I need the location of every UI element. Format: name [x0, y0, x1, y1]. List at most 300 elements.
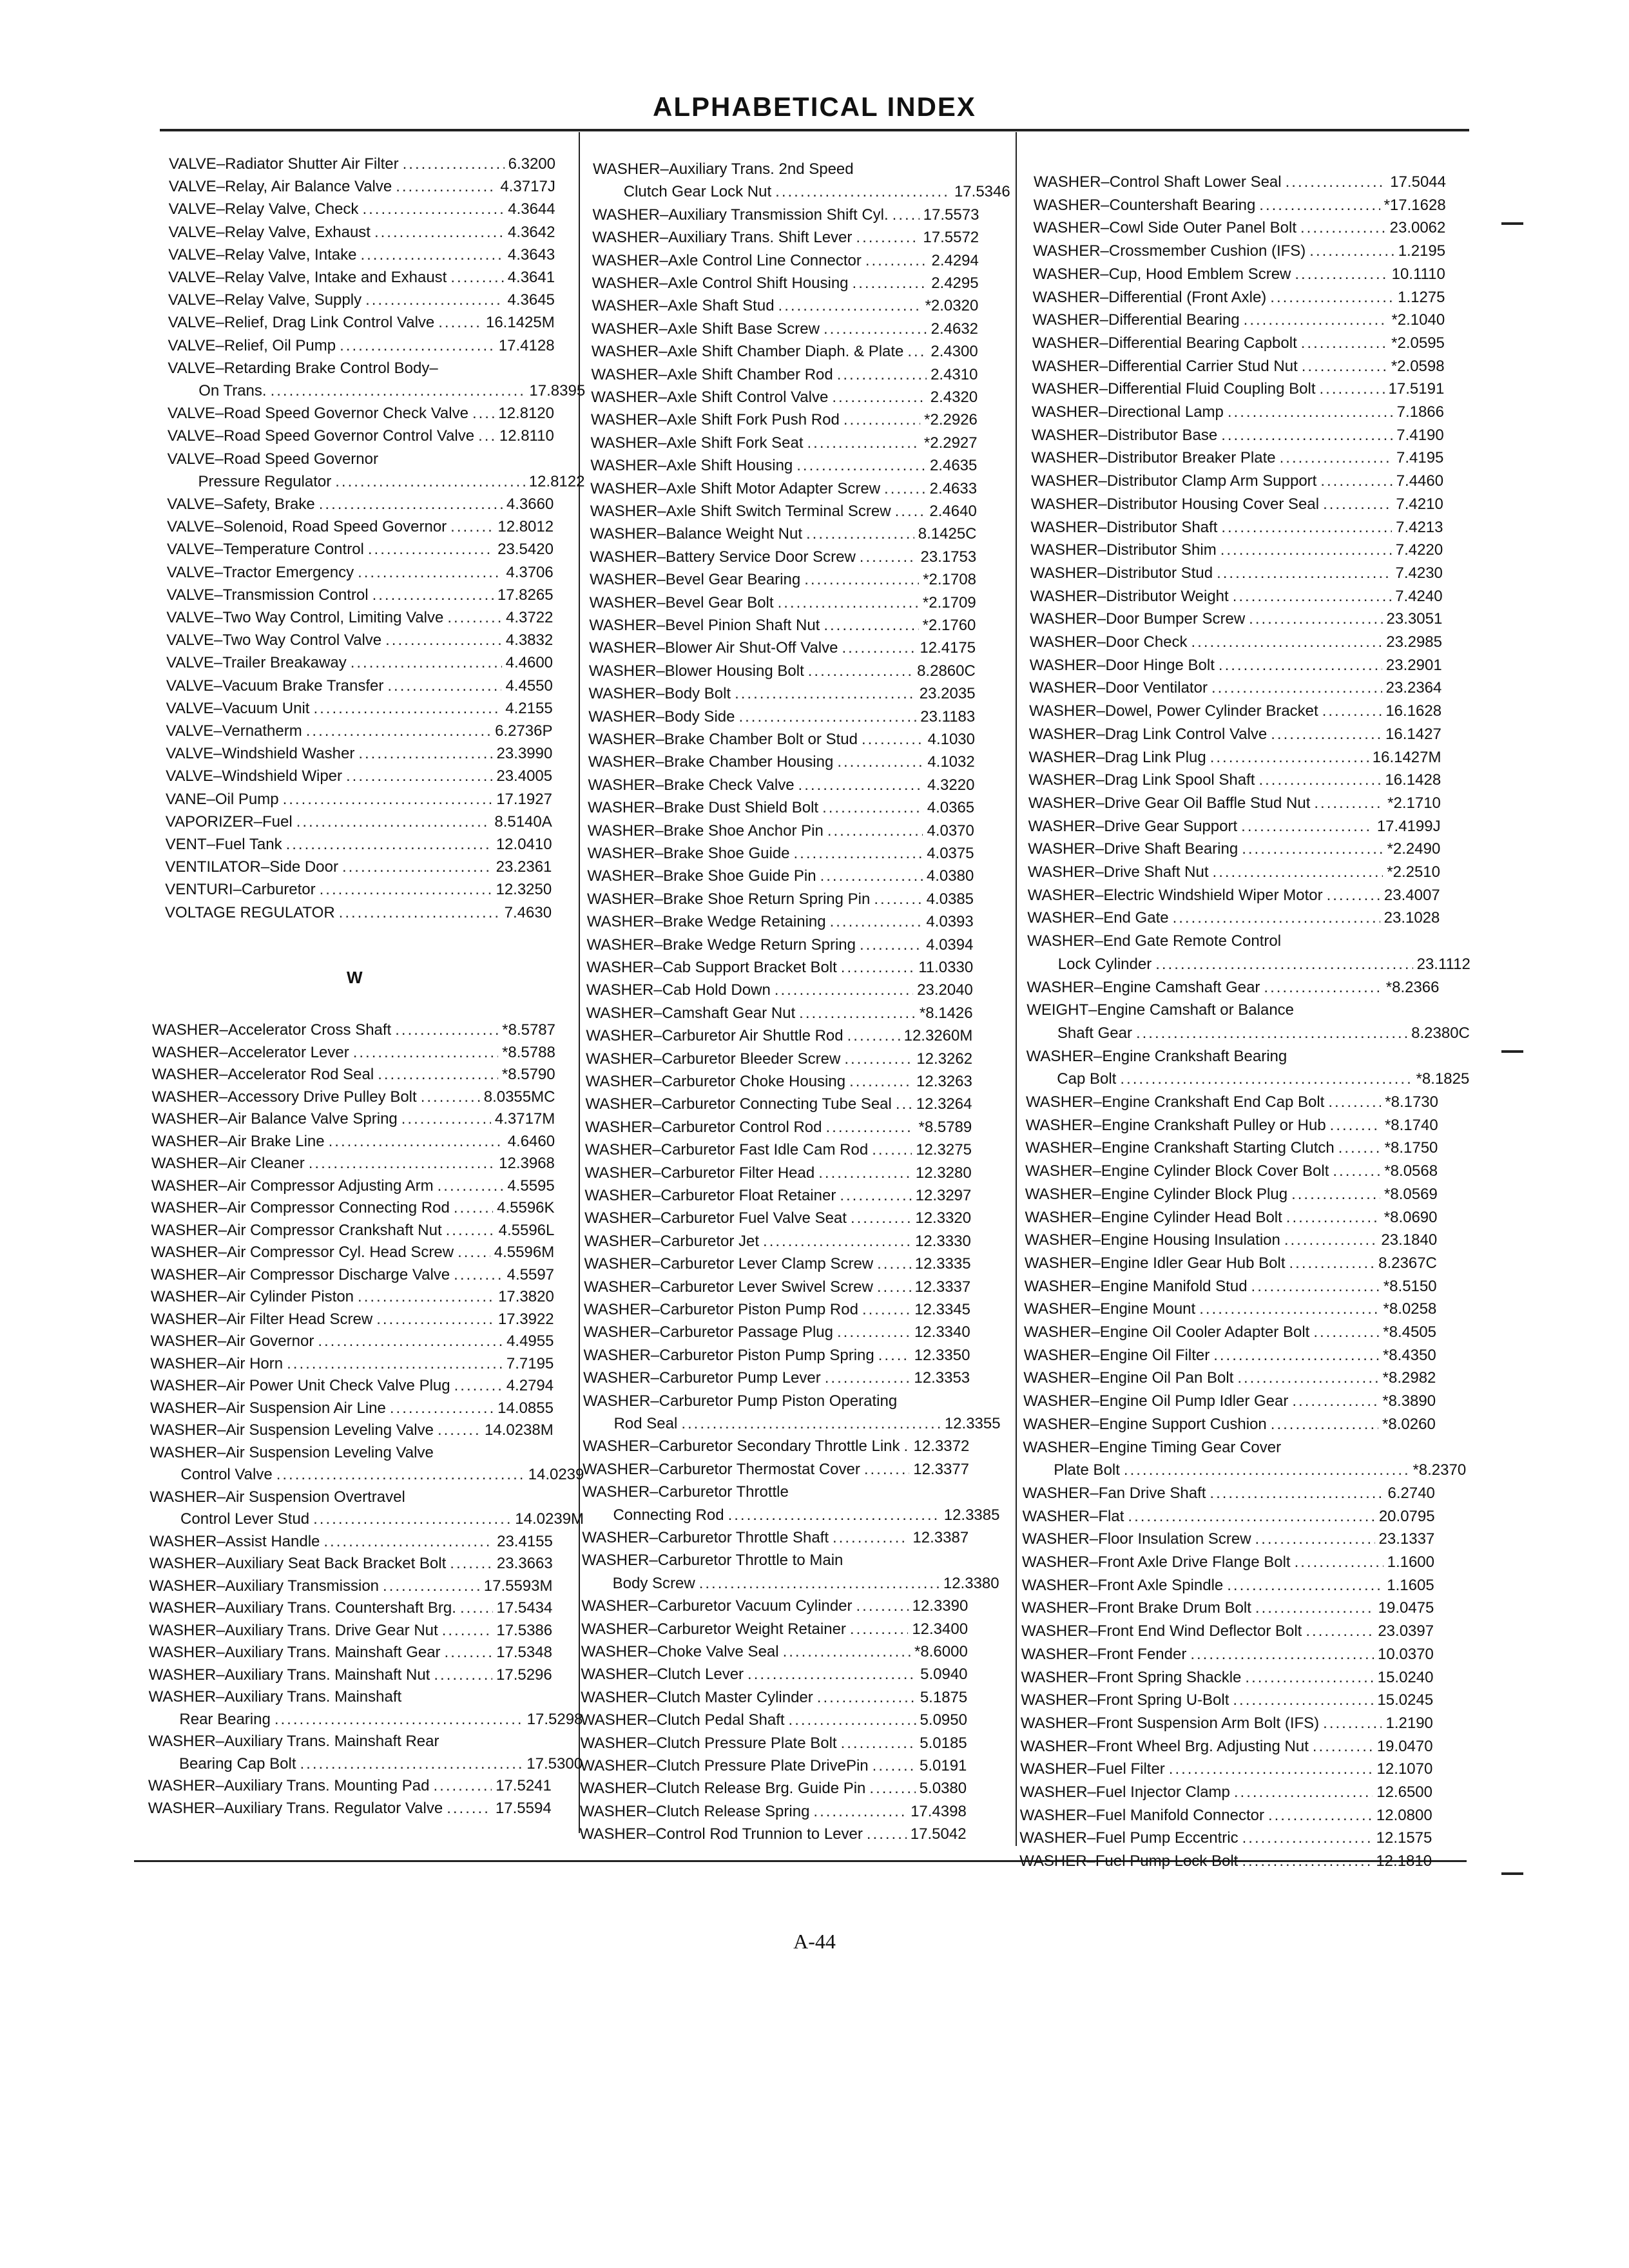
- index-entry: [1025, 1208, 1438, 1227]
- entry-reference-number: 1.1275: [1398, 288, 1445, 306]
- leader-dots: [1284, 1231, 1378, 1250]
- index-entry: [149, 1488, 553, 1507]
- entry-name: WASHER–Choke Valve Seal: [581, 1643, 779, 1660]
- leader-dots: [1320, 380, 1385, 399]
- entry-name: WASHER–Directional Lamp: [1032, 403, 1224, 421]
- entry-reference-number: 12.3262: [916, 1050, 973, 1068]
- leader-dots: [818, 1164, 912, 1183]
- index-entry: [584, 1323, 970, 1342]
- entry-reference-number: 4.4955: [506, 1332, 554, 1350]
- index-entry: [168, 223, 555, 242]
- index-entry: [1021, 1714, 1433, 1733]
- index-entry: [582, 1551, 969, 1570]
- entry-reference-number: 7.4630: [504, 903, 552, 921]
- index-entry: [1030, 610, 1442, 629]
- index-entry: [1028, 794, 1441, 813]
- leader-dots: [1295, 265, 1387, 284]
- entry-reference-number: 12.3297: [915, 1187, 972, 1204]
- index-entry: [581, 1620, 968, 1639]
- entry-name: WASHER–Engine Oil Pan Bolt: [1023, 1369, 1234, 1387]
- entry-name: VENT–Fuel Tank: [165, 836, 282, 853]
- leader-dots: [864, 1460, 909, 1479]
- leader-dots: [867, 1825, 907, 1844]
- index-entry: [150, 1354, 554, 1374]
- entry-name: WASHER–Battery Service Door Screw: [590, 548, 856, 566]
- entry-reference-number: 2.4320: [930, 389, 978, 406]
- leader-dots: [789, 1711, 916, 1730]
- entry-reference-number: *8.2370: [1412, 1461, 1467, 1479]
- entry-name: WASHER–Auxiliary Seat Back Bracket Bolt: [149, 1555, 447, 1572]
- entry-reference-number: 17.3820: [498, 1288, 554, 1305]
- entry-reference-number: 4.4550: [505, 677, 553, 695]
- entry-reference-number: 4.5596K: [497, 1199, 555, 1216]
- entry-name: WASHER–Air Compressor Cyl. Head Screw: [151, 1244, 454, 1261]
- entry-reference-number: 19.0470: [1376, 1737, 1433, 1755]
- index-entry: [167, 472, 584, 492]
- entry-name: WASHER–Front Spring U-Bolt: [1021, 1691, 1229, 1709]
- leader-dots: [804, 570, 919, 590]
- entry-reference-number: 7.4190: [1396, 426, 1444, 444]
- leader-dots: [783, 1642, 911, 1662]
- entry-reference-number: 4.3643: [507, 245, 555, 264]
- leader-dots: [874, 890, 922, 909]
- entry-reference-number: *8.1825: [1416, 1070, 1470, 1088]
- entry-name: WASHER–Blower Housing Bolt: [588, 662, 804, 680]
- entry-reference-number: 23.3990: [496, 745, 553, 763]
- index-entry: [586, 1050, 972, 1069]
- index-entry: [589, 639, 976, 658]
- entry-reference-number: 4.5596M: [494, 1244, 555, 1261]
- index-entry: [584, 1209, 971, 1228]
- leader-dots: [1169, 1760, 1373, 1779]
- index-entry: [149, 1510, 584, 1529]
- entry-reference-number: 17.5593M: [483, 1577, 553, 1595]
- entry-name: WASHER–Air Balance Valve Spring: [151, 1110, 398, 1128]
- entry-reference-number: 2.4632: [930, 320, 979, 338]
- entry-name: WASHER–Auxiliary Trans. 2nd Speed: [593, 160, 854, 178]
- entry-name: WASHER–Auxiliary Trans. Mounting Pad: [148, 1777, 430, 1794]
- index-entry: [589, 684, 976, 704]
- entry-reference-number: 10.1110: [1391, 265, 1445, 283]
- entry-reference-number: 12.0410: [496, 836, 552, 853]
- entry-reference-number: 12.0800: [1376, 1806, 1432, 1824]
- entry-name: VALVE–Windshield Washer: [166, 745, 355, 763]
- entry-name: WASHER–Engine Oil Pump Idler Gear: [1023, 1392, 1289, 1410]
- entry-reference-number: 4.3717J: [500, 178, 555, 196]
- leader-dots: [1280, 448, 1393, 468]
- index-entry: [583, 1414, 1001, 1434]
- index-entry: [169, 200, 555, 219]
- entry-reference-number: 5.0191: [919, 1757, 967, 1774]
- entry-name: WASHER–Carburetor Connecting Tube Seal: [585, 1095, 892, 1113]
- index-entry: [1023, 1392, 1436, 1411]
- entry-name: WASHER–Engine Manifold Stud: [1024, 1277, 1248, 1295]
- leader-dots: [1241, 817, 1373, 836]
- entry-reference-number: *17.1628: [1383, 196, 1446, 214]
- index-entry: [151, 1154, 555, 1173]
- entry-name: Bearing Cap Bolt: [179, 1754, 296, 1773]
- index-entry: [591, 365, 978, 385]
- entry-reference-number: 5.0940: [920, 1666, 968, 1684]
- leader-dots: [798, 776, 923, 795]
- leader-dots: [447, 1799, 492, 1818]
- entry-name: WASHER–Carburetor Filter Head: [584, 1164, 815, 1182]
- entry-name: Shaft Gear: [1057, 1024, 1132, 1042]
- entry-reference-number: 17.5042: [910, 1825, 967, 1843]
- entry-reference-number: 2.4635: [929, 457, 978, 475]
- index-entry: [584, 1254, 971, 1274]
- leader-dots: [825, 1118, 914, 1137]
- entry-name: WASHER–Axle Shift Chamber Rod: [591, 365, 833, 383]
- entry-name: WASHER–Carburetor Pump Piston Operating: [583, 1392, 898, 1410]
- index-entry: [592, 320, 978, 339]
- entry-reference-number: 12.3377: [913, 1460, 970, 1478]
- entry-name: WASHER–Accelerator Cross Shaft: [152, 1021, 392, 1039]
- entry-name: WASHER–Fuel Injector Clamp: [1020, 1783, 1230, 1801]
- index-entry: [148, 1710, 583, 1729]
- entry-name: VANE–Oil Pump: [165, 790, 279, 808]
- index-entry: [1022, 1553, 1434, 1572]
- leader-dots: [850, 1620, 908, 1639]
- index-entry: [1027, 932, 1440, 951]
- entry-reference-number: 8.1425C: [918, 525, 977, 543]
- entry-reference-number: 17.5191: [1388, 380, 1445, 398]
- leader-dots: [878, 1346, 911, 1365]
- index-entry: [1029, 725, 1441, 744]
- index-entry: [148, 1776, 552, 1796]
- index-entry: [584, 1186, 971, 1206]
- index-entry: [166, 699, 553, 718]
- entry-name: WASHER–Dowel, Power Cylinder Bracket: [1029, 702, 1318, 720]
- index-entry: [584, 1300, 970, 1320]
- entry-reference-number: 23.1840: [1381, 1231, 1438, 1249]
- leader-dots: [1306, 1622, 1374, 1641]
- entry-name: WASHER–Auxiliary Trans. Mainshaft Gear: [148, 1644, 441, 1661]
- leader-dots: [478, 427, 496, 446]
- leader-dots: [1323, 495, 1392, 514]
- leader-dots: [832, 388, 926, 407]
- leader-dots: [851, 1209, 911, 1228]
- index-entry: [149, 1532, 553, 1552]
- entry-name: WASHER–Air Filter Head Screw: [150, 1310, 373, 1328]
- leader-dots: [1328, 1093, 1381, 1112]
- entry-name: WASHER–Axle Shift Fork Seat: [590, 434, 804, 452]
- entry-name: Connecting Rod: [613, 1506, 724, 1524]
- entry-name: WASHER–Engine Crankshaft Starting Clutch: [1025, 1139, 1335, 1157]
- index-entry: [168, 245, 555, 265]
- entry-name: WASHER–Axle Shift Switch Terminal Screw: [590, 503, 891, 520]
- entry-reference-number: *8.5787: [502, 1021, 555, 1039]
- index-entry: [1026, 1116, 1438, 1135]
- entry-reference-number: 4.1032: [927, 753, 975, 771]
- index-entry: [167, 563, 554, 582]
- leader-dots: [824, 320, 927, 339]
- leader-dots: [323, 1532, 493, 1552]
- leader-dots: [840, 1186, 911, 1206]
- index-entry: [1032, 311, 1445, 330]
- index-entry: [1027, 955, 1470, 974]
- entry-name: WASHER–Blower Air Shut-Off Valve: [589, 639, 838, 657]
- column-divider-2: [1016, 132, 1017, 1846]
- index-entry: [168, 313, 555, 332]
- entry-name: WASHER–Door Check: [1030, 633, 1188, 651]
- entry-reference-number: 1.1605: [1387, 1576, 1434, 1594]
- leader-dots: [860, 936, 922, 955]
- index-entry: [590, 570, 976, 590]
- entry-reference-number: 5.1875: [920, 1688, 968, 1706]
- entry-name: Plate Bolt: [1054, 1461, 1120, 1479]
- entry-reference-number: 12.3387: [912, 1529, 969, 1546]
- entry-reference-number: 17.5572: [923, 229, 979, 247]
- entry-reference-number: 1.2190: [1385, 1714, 1433, 1732]
- index-entry: [166, 677, 553, 696]
- entry-reference-number: 23.3663: [496, 1555, 553, 1572]
- index-entry: [580, 1825, 967, 1844]
- entry-name: WASHER–Carburetor Thermostat Cover: [583, 1460, 860, 1478]
- entry-name: WASHER–Front Wheel Brg. Adjusting Nut: [1020, 1737, 1309, 1755]
- entry-reference-number: 14.0855: [497, 1399, 554, 1417]
- index-entry: [1025, 1139, 1438, 1158]
- leader-dots: [1271, 1415, 1378, 1434]
- index-entry: [588, 822, 974, 841]
- entry-reference-number: 7.4240: [1395, 587, 1443, 605]
- entry-name: WASHER–Distributor Stud: [1030, 564, 1213, 582]
- entry-name: WASHER–Air Compressor Discharge Valve: [151, 1265, 450, 1283]
- entry-name: WASHER–Distributor Shim: [1030, 541, 1217, 559]
- entry-name: VALVE–Relay Valve, Supply: [168, 291, 362, 309]
- index-entry: [151, 1310, 554, 1329]
- index-entry: [165, 880, 552, 899]
- entry-reference-number: 2.4294: [931, 251, 979, 269]
- entry-reference-number: 4.2794: [506, 1377, 554, 1394]
- leader-dots: [1124, 1461, 1409, 1480]
- entry-name: WASHER–Carburetor Piston Pump Rod: [584, 1301, 858, 1318]
- index-entry: [1025, 1162, 1438, 1181]
- entry-name: WASHER–Air Power Unit Check Valve Plug: [150, 1377, 450, 1394]
- leader-dots: [454, 1265, 503, 1285]
- entry-name: WASHER–Air Suspension Air Line: [149, 1399, 386, 1417]
- entry-name: WASHER–Front Axle Drive Flange Bolt: [1022, 1553, 1291, 1571]
- page-title: ALPHABETICAL INDEX: [653, 91, 976, 122]
- entry-reference-number: *8.0260: [1382, 1415, 1436, 1433]
- entry-name: WASHER–Drive Gear Support: [1028, 817, 1238, 835]
- entry-reference-number: *8.2982: [1382, 1369, 1436, 1387]
- index-entry: [582, 1528, 969, 1548]
- entry-name: WASHER–Engine Crankshaft Pulley or Hub: [1025, 1116, 1326, 1134]
- leader-dots: [1242, 1852, 1372, 1871]
- entry-name: WASHER–Differential Carrier Stud Nut: [1032, 357, 1298, 375]
- index-entry: [1028, 771, 1441, 790]
- entry-reference-number: *8.0569: [1384, 1185, 1438, 1203]
- entry-reference-number: 23.1337: [1378, 1530, 1435, 1548]
- index-entry: [1034, 173, 1446, 192]
- leader-dots: [807, 434, 920, 453]
- entry-reference-number: 23.2040: [917, 981, 973, 999]
- entry-reference-number: 5.0185: [920, 1734, 967, 1752]
- index-entry: [1022, 1530, 1434, 1549]
- leader-dots: [1245, 1668, 1373, 1687]
- leader-dots: [869, 1779, 915, 1798]
- entry-reference-number: 12.3250: [496, 881, 552, 899]
- entry-name: WASHER–Air Cylinder Piston: [150, 1288, 354, 1305]
- entry-name: VALVE–Relay Valve, Check: [168, 200, 359, 218]
- entry-name: WASHER–Cowl Side Outer Panel Bolt: [1033, 219, 1296, 237]
- entry-reference-number: 8.5140A: [494, 812, 552, 831]
- entry-name: WASHER–Brake Wedge Retaining: [586, 913, 826, 931]
- entry-name: WASHER–Bevel Gear Bolt: [589, 593, 774, 611]
- index-entry: [167, 540, 554, 559]
- entry-name: Body Screw: [612, 1574, 695, 1592]
- leader-dots: [1268, 1806, 1373, 1825]
- index-entry: [149, 1666, 552, 1685]
- entry-name: WASHER–Carburetor Choke Housing: [585, 1073, 846, 1090]
- index-entry: [593, 182, 1010, 202]
- index-entry: [1031, 448, 1443, 468]
- index-entry: [581, 1734, 967, 1753]
- leader-dots: [275, 1710, 523, 1729]
- index-entry: [1033, 242, 1445, 261]
- entry-name: WASHER–Drive Shaft Bearing: [1028, 840, 1239, 858]
- leader-dots: [458, 1243, 490, 1262]
- index-entry: [1021, 1668, 1434, 1687]
- leader-dots: [738, 707, 916, 727]
- entry-name: WASHER–Cab Hold Down: [586, 981, 771, 999]
- entry-name: WASHER–Carburetor Fast Idle Cam Rod: [584, 1141, 869, 1159]
- entry-name: WASHER–Brake Shoe Guide Pin: [587, 867, 816, 885]
- index-entry: [1027, 978, 1440, 997]
- index-entry: [592, 274, 979, 293]
- index-entry: [169, 177, 555, 197]
- index-entry: [151, 1287, 554, 1307]
- entry-reference-number: 17.4398: [911, 1802, 967, 1820]
- entry-reference-number: 4.3706: [506, 563, 554, 581]
- margin-mark: [1501, 1872, 1523, 1875]
- entry-reference-number: 8.2380C: [1411, 1024, 1470, 1042]
- index-entry: [152, 1021, 555, 1040]
- index-entry: [1030, 541, 1443, 560]
- index-entry: [583, 1437, 969, 1456]
- leader-dots: [1270, 288, 1394, 307]
- entry-reference-number: *2.1709: [922, 593, 976, 611]
- entry-name: WASHER–Body Bolt: [588, 685, 731, 703]
- index-entry: [148, 1732, 552, 1751]
- entry-name: VENTURI–Carburetor: [165, 881, 316, 899]
- entry-name: WASHER–Carburetor Passage Plug: [583, 1323, 833, 1341]
- index-entry: [585, 1140, 972, 1160]
- index-entry: [592, 228, 979, 247]
- index-entry: [590, 593, 976, 613]
- margin-mark: [1501, 1050, 1523, 1053]
- leader-dots: [837, 753, 923, 772]
- leader-dots: [1227, 1576, 1383, 1595]
- entry-reference-number: 15.0245: [1377, 1691, 1434, 1709]
- entry-reference-number: 8.0355MC: [483, 1088, 555, 1106]
- index-entry: [589, 616, 976, 635]
- index-entry: [1028, 863, 1440, 882]
- index-entry: [167, 495, 554, 514]
- index-entry: [1023, 1461, 1466, 1480]
- index-entry: [588, 753, 975, 772]
- entry-reference-number: 17.5348: [496, 1644, 552, 1661]
- entry-name: WASHER–Door Ventilator: [1029, 679, 1208, 697]
- entry-name: WASHER–Distributor Base: [1031, 426, 1218, 444]
- index-entry: [580, 1802, 967, 1821]
- leader-dots: [827, 822, 923, 841]
- leader-dots: [872, 1756, 916, 1776]
- entry-reference-number: 4.0385: [926, 890, 974, 908]
- entry-reference-number: 17.4199J: [1376, 817, 1441, 835]
- leader-dots: [378, 1065, 498, 1084]
- leader-dots: [346, 767, 492, 786]
- leader-dots: [843, 410, 920, 430]
- leader-dots: [1244, 311, 1388, 330]
- leader-dots: [385, 631, 502, 650]
- entry-reference-number: 7.4195: [1396, 449, 1444, 467]
- entry-name: WASHER–Differential Bearing Capbolt: [1032, 334, 1297, 352]
- leader-dots: [862, 1300, 911, 1320]
- entry-name: WASHER–Air Compressor Crankshaft Nut: [151, 1221, 442, 1239]
- leader-dots: [865, 251, 928, 271]
- index-entry: [592, 342, 978, 361]
- index-entry: [168, 427, 554, 446]
- entry-reference-number: 12.6500: [1376, 1783, 1432, 1801]
- entry-name: VALVE–Relay Valve, Intake: [168, 245, 357, 264]
- entry-reference-number: 17.5044: [1390, 173, 1446, 191]
- index-entry: [1023, 1369, 1436, 1388]
- entry-reference-number: 4.3717M: [494, 1110, 555, 1128]
- entry-name: WASHER–Brake Wedge Return Spring: [586, 936, 856, 954]
- entry-name: VALVE–Relief, Oil Pump: [168, 336, 336, 354]
- entry-name: WASHER–Engine Cylinder Block Plug: [1025, 1185, 1288, 1203]
- leader-dots: [1255, 1599, 1374, 1618]
- leader-dots: [775, 182, 950, 202]
- entry-reference-number: *8.1730: [1385, 1093, 1438, 1111]
- leader-dots: [853, 274, 928, 293]
- entry-name: WASHER–Engine Oil Filter: [1023, 1346, 1210, 1364]
- entry-reference-number: 15.0240: [1377, 1668, 1434, 1686]
- entry-name: VALVE–Trailer Breakaway: [166, 654, 347, 672]
- entry-reference-number: 4.0380: [926, 867, 974, 885]
- index-entry: [582, 1574, 999, 1593]
- entry-reference-number: 16.1628: [1385, 702, 1442, 720]
- index-entry: [586, 958, 973, 977]
- entry-reference-number: 7.4213: [1396, 518, 1443, 536]
- entry-name: WASHER–Front End Wind Deflector Bolt: [1021, 1622, 1302, 1640]
- entry-reference-number: 7.4460: [1396, 472, 1444, 490]
- entry-reference-number: 4.1030: [927, 731, 975, 748]
- entry-name: WASHER–Door Hinge Bolt: [1029, 656, 1215, 674]
- leader-dots: [833, 1528, 909, 1548]
- leader-dots: [841, 958, 914, 977]
- entry-name: WASHER–Fan Drive Shaft: [1022, 1484, 1206, 1502]
- entry-reference-number: 17.5594: [495, 1799, 552, 1817]
- entry-reference-number: 16.1428: [1385, 771, 1441, 789]
- entry-reference-number: 23.1753: [920, 548, 977, 566]
- index-entry: [151, 1132, 555, 1151]
- entry-reference-number: 23.3051: [1386, 610, 1443, 628]
- entry-name: WASHER–Cup, Hood Emblem Screw: [1032, 265, 1291, 283]
- leader-dots: [395, 1021, 498, 1040]
- leader-dots: [1300, 218, 1386, 238]
- leader-dots: [1221, 518, 1392, 537]
- entry-name: WASHER–Brake Dust Shield Bolt: [588, 799, 819, 817]
- index-entry: [1026, 1070, 1469, 1089]
- leader-dots: [403, 155, 505, 174]
- entry-reference-number: 23.5420: [497, 541, 554, 559]
- entry-reference-number: 12.1810: [1376, 1852, 1432, 1870]
- entry-name: WASHER–Engine Crankshaft Bearing: [1026, 1047, 1287, 1065]
- index-entry: [587, 890, 974, 909]
